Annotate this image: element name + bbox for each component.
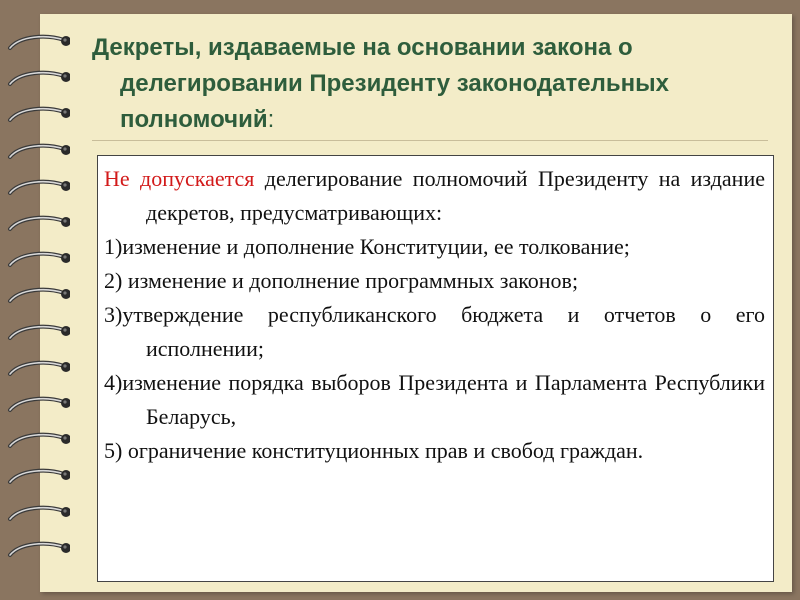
spiral-binding-ring-icon [6, 177, 70, 197]
spiral-binding-ring-icon [6, 430, 70, 450]
spiral-binding-ring-icon [6, 285, 70, 305]
spiral-binding-ring-icon [6, 249, 70, 269]
slide-title [92, 30, 800, 138]
list-item: 1)изменение и дополнение Конституции, ее толкование; [104, 234, 630, 259]
spiral-binding-ring-icon [6, 141, 70, 161]
intro-highlight: Не допускается [104, 166, 255, 191]
intro-text: делегирование полномочий Президенту на издание декретов, предусматривающих: [146, 166, 765, 225]
slide-title-text: Декреты, издаваемые на основании закона о делегировании Президенту законодательных полномочий [92, 34, 669, 133]
spiral-binding-ring-icon [6, 68, 70, 88]
intro-paragraph [104, 162, 765, 230]
list-item: 2) изменение и дополнение программных законов; [104, 268, 579, 293]
list-item: 3)утверждение республиканского бюджета и отчетов о его исполнении; [104, 302, 765, 361]
spiral-binding-ring-icon [6, 539, 70, 559]
spiral-binding-ring-icon [6, 503, 70, 523]
spiral-binding-ring-icon [6, 213, 70, 233]
spiral-binding-ring-icon [6, 466, 70, 486]
spiral-binding-ring-icon [6, 104, 70, 124]
spiral-binding-ring-icon [6, 394, 70, 414]
spiral-binding-ring-icon [6, 322, 70, 342]
content-box [97, 155, 774, 582]
list-item: 4)изменение порядка выборов Президента и Парламента Республики Беларусь, [104, 370, 765, 429]
spiral-binding-ring-icon [6, 32, 70, 52]
spiral-binding-ring-icon [6, 358, 70, 378]
list-item: 5) ограничение конституционных прав и свобод граждан. [104, 438, 644, 463]
title-divider [92, 140, 768, 141]
slide-title-colon: : [267, 106, 275, 133]
